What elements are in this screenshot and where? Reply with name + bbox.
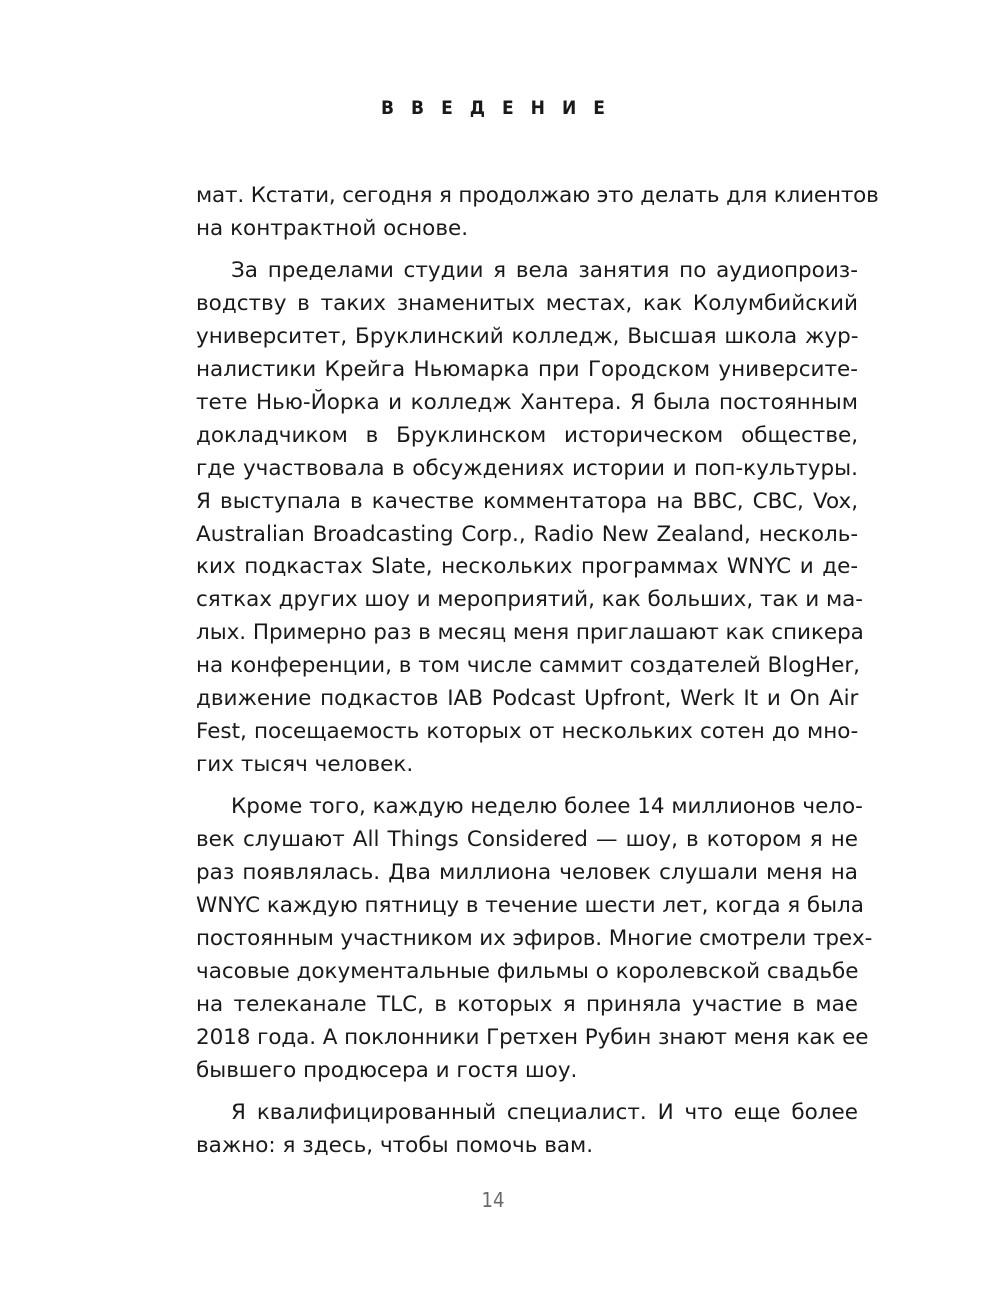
text-line: на телеканале TLC, в которых я приняла участие в мае [196, 991, 858, 1017]
text-line: Кроме того, каждую неделю более 14 миллионов чело- [231, 794, 863, 820]
paragraph [196, 255, 864, 782]
text-line: на конференции, в том числе саммит создателей BlogHer, [196, 653, 860, 679]
paragraph [196, 1097, 858, 1163]
text-line: где участвовала в обсуждениях истории и поп-культуры. [196, 455, 858, 481]
text-line: часовые документальные фильмы о королевской свадьбе [196, 958, 859, 984]
body-text [196, 180, 879, 1172]
text-line: постоянным участником их эфиров. Многие смотрели трех- [196, 925, 873, 951]
text-line: За пределами студии я вела занятия по аудиопроиз- [231, 258, 858, 284]
text-line: ких подкастах Slate, нескольких программах WNYC и де- [196, 554, 859, 580]
paragraph [196, 791, 873, 1087]
text-line: раз появлялась. Два миллиона человек слушали меня на [196, 860, 858, 886]
text-line: движение подкастов IAB Podcast Upfront, Werk It и On Air [196, 686, 859, 712]
text-line: важно: я здесь, чтобы помочь вам. [196, 1132, 594, 1158]
text-line: водству в таких знаменитых местах, как Колумбийский [196, 291, 858, 317]
text-line: Я квалифицированный специалист. И что еще более [231, 1099, 858, 1125]
text-line: университет, Бруклинский колледж, Высшая школа жур- [196, 324, 859, 350]
text-line: мат. Кстати, сегодня я продолжаю это делать для клиентов [196, 183, 879, 208]
text-line: докладчиком в Бруклинском историческом обществе, [196, 422, 859, 448]
paragraph [196, 180, 879, 246]
text-line: Australian Broadcasting Corp., Radio New Zealand, несколь- [196, 521, 859, 547]
text-line: Fest, посещаемость которых от нескольких сотен до мно- [196, 719, 859, 744]
text-line: век слушают All Things Considered — шоу, в котором я не [196, 827, 858, 853]
running-header: ВВЕДЕНИЕ [381, 97, 622, 119]
text-line: на контрактной основе. [196, 215, 469, 241]
text-line: 2018 года. А поклонники Гретхен Рубин знают меня как ее [196, 1024, 869, 1050]
page-number: 14 [481, 1188, 505, 1212]
text-line: WNYC каждую пятницу в течение шести лет, когда я была [196, 893, 864, 919]
text-line: бывшего продюсера и гостя шоу. [196, 1057, 578, 1083]
text-line: тете Нью-Йорка и колледж Хантера. Я была постоянным [196, 389, 858, 415]
text-line: сятках других шоу и мероприятий, как больших, так и ма- [196, 587, 863, 613]
text-line: гих тысяч человек. [196, 751, 414, 777]
text-line: Я выступала в качестве комментатора на BBC, CBC, Vox, [196, 488, 859, 514]
text-line: лых. Примерно раз в месяц меня приглашают как спикера [196, 620, 864, 646]
text-line: налистики Крейга Ньюмарка при Городском университе- [196, 357, 858, 383]
